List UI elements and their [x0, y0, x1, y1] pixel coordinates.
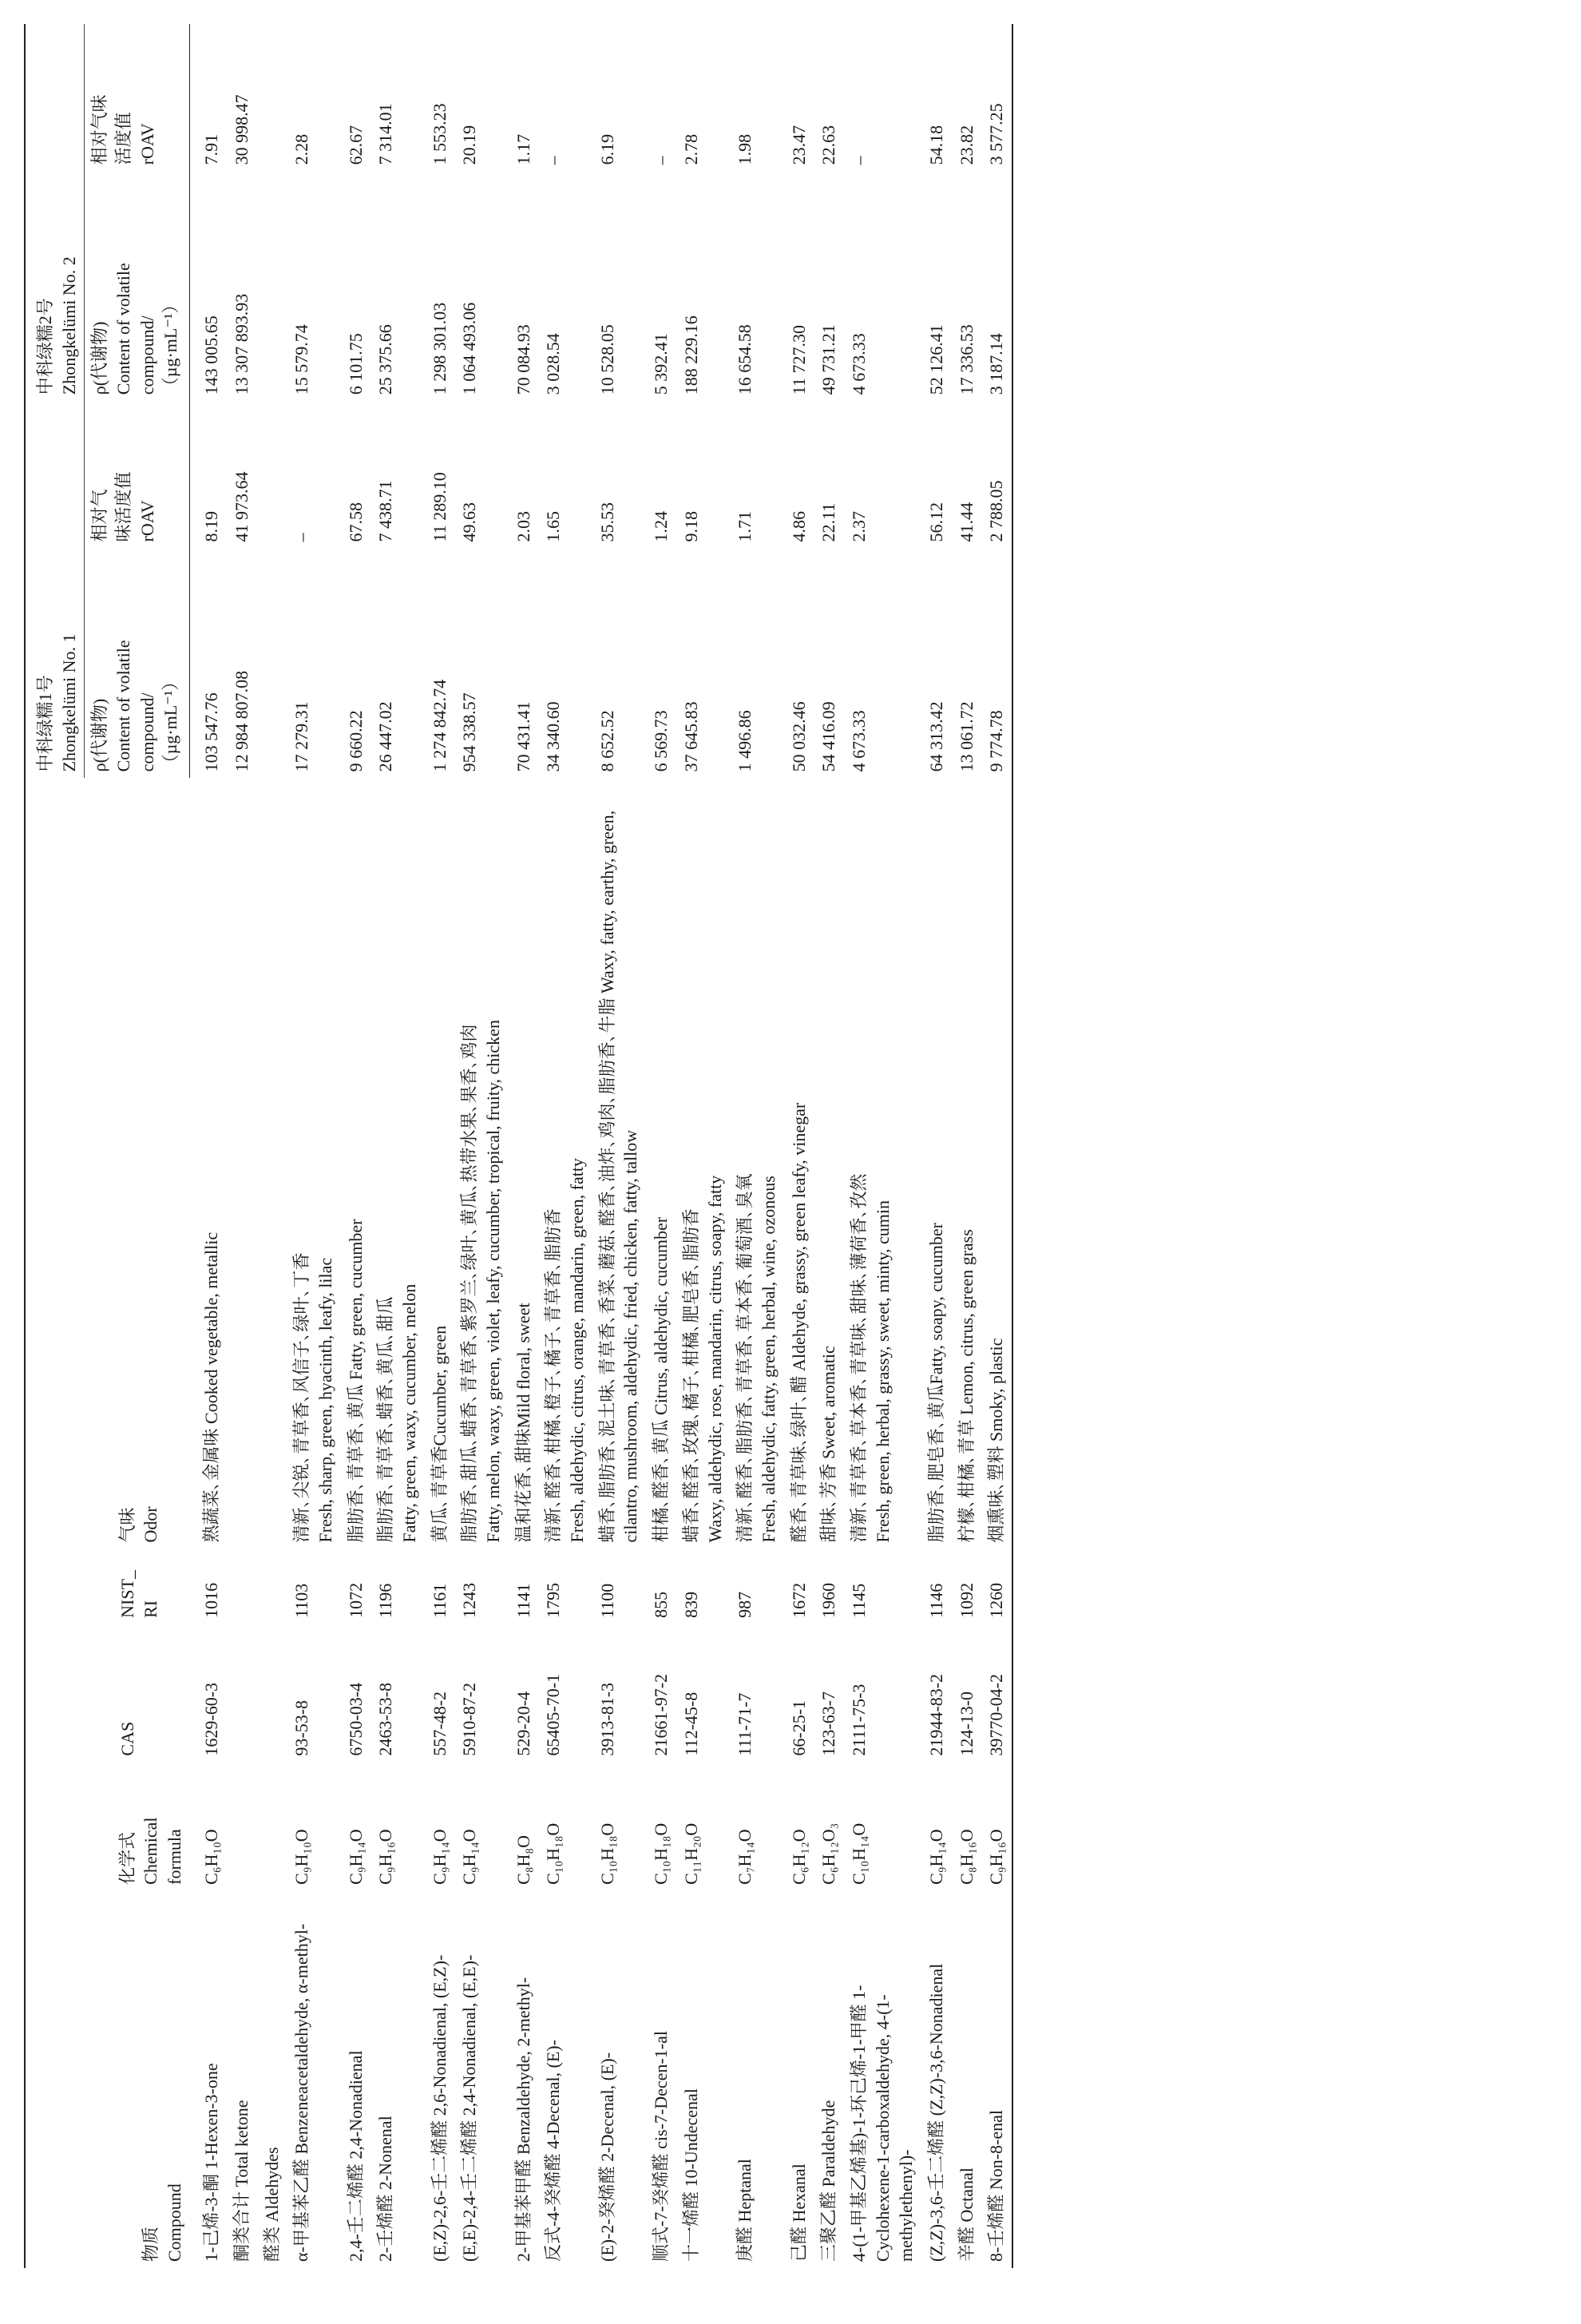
ri-cell: 1141 — [513, 1583, 533, 1618]
roav-2-cell: 7 314.01 — [375, 103, 396, 165]
ri-cell: 855 — [651, 1591, 672, 1618]
odor-cell — [952, 778, 982, 1549]
roav-1-cell: 56.12 — [926, 502, 946, 542]
header-compound: 物质 Compound — [25, 1891, 190, 2268]
ri-cell: 1072 — [345, 1582, 366, 1618]
odor-cell — [287, 778, 340, 1549]
odor-line: 脂肪香､青草香､蜡香､黄瓜､甜瓜 — [375, 1296, 396, 1543]
table-row — [646, 24, 676, 2268]
odor-cell — [844, 778, 921, 1549]
roav-1-cell: 7 438.71 — [375, 480, 396, 542]
odor-cell — [730, 778, 783, 1549]
category-label: 醛类 Aldehydes — [261, 2147, 282, 2262]
table-body — [190, 24, 1012, 2268]
odor-cell — [814, 778, 844, 1549]
roav-1-cell: 41 973.64 — [231, 471, 252, 542]
compound-cell: 反式-4-癸烯醛 4-Decenal, (E)- — [543, 2040, 564, 2262]
content-2-cell: 17 336.53 — [956, 324, 977, 395]
content-1-cell: 54 416.09 — [818, 701, 839, 772]
cas-cell: 65405-70-1 — [543, 1673, 564, 1756]
header-cas: CAS — [25, 1624, 190, 1763]
header-group-2: 中科绿糯2号 Zhongkelümi No. 2 — [25, 24, 85, 401]
compound-cell: 4-(1-甲基乙烯基)-1-环己烯-1-甲醛 1-Cyclohexene-1-carboxaldehyde, 4-(1-methylethenyl)- — [848, 1985, 917, 2262]
odor-cell — [921, 778, 952, 1549]
odor-line: 甜味､芳香 Sweet, aromatic — [818, 1346, 839, 1543]
compound-cell: 三聚乙醛 Paraldehyde — [818, 2100, 839, 2262]
table-row — [844, 24, 921, 2268]
ri-cell: 1260 — [981, 1549, 1012, 1624]
compound-cell: (E)-2-癸烯醛 2-Decenal, (E)- — [596, 2052, 617, 2262]
content-1-cell: 9 660.22 — [345, 710, 366, 772]
content-2-cell: 13 307 893.93 — [231, 293, 252, 395]
cas-cell: 39770-04-2 — [981, 1624, 1012, 1763]
content-2-cell: 70 084.93 — [513, 324, 533, 395]
formula-cell: C₉H₁₄O — [429, 1829, 450, 1885]
cas-cell: 111-71-7 — [735, 1692, 755, 1756]
roav-1-cell: 11 289.10 — [429, 472, 450, 542]
ri-cell: 987 — [735, 1591, 755, 1618]
table-row — [370, 24, 424, 2268]
roav-1-cell: 67.58 — [345, 502, 366, 542]
odor-line: 柑橘､醛香､黄瓜 Citrus, aldehydic, cucumber — [651, 1216, 672, 1543]
content-1-cell: 4 673.33 — [848, 710, 869, 772]
roav-2-cell: 6.19 — [596, 133, 617, 165]
formula-cell: C₆H₁₂O₃ — [818, 1822, 839, 1885]
odor-line: Fatty, green, waxy, cucumber, melon — [398, 1283, 419, 1543]
odor-cell — [981, 778, 1012, 1549]
odor-line: 醛香､青草味､绿叶､醋 Aldehyde, grassy, green leafy, vinegar — [788, 1102, 809, 1543]
formula-cell: C₁₀H₁₈O — [651, 1822, 672, 1885]
formula-cell: C₁₁H₂₀O — [680, 1822, 701, 1885]
cas-cell — [227, 1624, 257, 1763]
odor-cell — [509, 778, 539, 1549]
content-2-cell: 3 028.54 — [543, 333, 564, 395]
content-1-cell: 34 340.60 — [543, 701, 564, 772]
content-2-cell: 15 579.74 — [291, 324, 312, 395]
ri-cell: 1145 — [848, 1583, 869, 1618]
ri-cell: 1795 — [543, 1582, 564, 1618]
formula-cell — [227, 1763, 257, 1891]
roav-2-cell: 2.78 — [680, 133, 701, 165]
compound-cell: 辛醛 Octanal — [956, 2167, 977, 2262]
odor-cell — [538, 778, 592, 1549]
odor-cell — [676, 778, 730, 1549]
roav-1-cell: 4.86 — [788, 510, 809, 542]
header-content-2: ρ(代谢物) Content of volatile compound/ （µg·mL⁻¹） — [85, 171, 190, 401]
odor-cell — [190, 778, 227, 1549]
roav-1-cell: 2.03 — [513, 510, 533, 542]
content-2-cell: 11 727.30 — [788, 325, 809, 395]
odor-line: 脂肪香､肥皂香､黄瓜Fatty, soapy, cucumber — [926, 1223, 946, 1543]
odor-line: 柠檬､柑橘､青草 Lemon, citrus, green grass — [956, 1229, 977, 1543]
roav-2-cell: 1 553.23 — [429, 103, 450, 165]
content-2-cell: 16 654.58 — [735, 324, 755, 395]
content-1-cell: 70 431.41 — [513, 701, 533, 772]
ri-cell: 1146 — [926, 1583, 946, 1618]
odor-cell — [341, 778, 371, 1549]
formula-cell: C₉H₁₄O — [459, 1829, 480, 1885]
roav-2-cell: 22.63 — [818, 125, 839, 165]
volatile-compounds-table — [24, 24, 1013, 2268]
content-1-cell: 6 569.73 — [651, 710, 672, 772]
compound-cell: (Z,Z)-3,6-壬二烯醛 (Z,Z)-3,6-Nonadienal — [926, 1963, 946, 2262]
compound-cell: 2-壬烯醛 2-Nonenal — [375, 2116, 396, 2262]
odor-line: 黄瓜､青草香Cucumber, green — [429, 1325, 450, 1543]
header-ri: NIST_ RI — [25, 1549, 190, 1624]
formula-cell: C₉H₁₄O — [926, 1829, 946, 1885]
roav-1-cell: 2.37 — [848, 510, 869, 542]
ri-cell: 1016 — [200, 1582, 221, 1618]
roav-2-cell: 54.18 — [926, 125, 946, 165]
content-2-cell: 1 298 301.03 — [429, 302, 450, 395]
roav-2-cell: 7.91 — [201, 133, 222, 165]
formula-cell: C₈H₈O — [513, 1835, 533, 1885]
content-2-cell: 1 064 493.06 — [459, 302, 480, 395]
ri-cell: 1103 — [291, 1583, 312, 1618]
table-row — [425, 24, 455, 2268]
compound-cell: 2,4-壬二烯醛 2,4-Nonadienal — [345, 2050, 366, 2262]
odor-line: 清新､醛香､柑橘､橙子､橘子､青草香､脂肪香 — [543, 1208, 564, 1543]
formula-cell: C₇H₁₄O — [735, 1829, 755, 1885]
odor-line: 熟蔬菜､金属味 Cooked vegetable, metallic — [200, 1231, 221, 1543]
table-row — [952, 24, 982, 2268]
cas-cell: 2111-75-3 — [848, 1684, 869, 1756]
roav-1-cell: 41.44 — [956, 502, 977, 542]
odor-line: 蜡香､醛香､玫瑰､橘子､柑橘､肥皂香､脂肪香 — [680, 1208, 701, 1543]
compound-cell: 十一烯醛 10-Undecenal — [680, 2088, 701, 2262]
header-content-1: ρ(代谢物) Content of volatile compound/ （µg·mL⁻¹） — [85, 548, 190, 778]
category-row — [257, 24, 287, 2268]
odor-cell — [592, 778, 646, 1549]
header-roav-2: 相对气味 活度值 rOAV — [85, 24, 190, 171]
compound-cell: 8-壬烯醛 Non-8-enal — [981, 1891, 1012, 2268]
table-row — [814, 24, 844, 2268]
compound-cell: (E,E)-2,4-壬二烯醛 2,4-Nonadienal, (E,E)- — [459, 1954, 480, 2262]
cas-cell: 1629-60-3 — [200, 1682, 221, 1756]
roav-1-cell: – — [291, 533, 312, 542]
compound-cell: α-甲基苯乙醛 Benzeneacetaldehyde, α-methyl- — [291, 1923, 312, 2262]
cas-cell: 66-25-1 — [788, 1699, 809, 1756]
odor-line: 蜡香､脂肪香､泥土味､青草香､香菜､蘑菇､醛香､油炸､鸡肉､脂肪香､牛脂 Waxy, fatty, earthy, green, cilantro, mushroom, aldehydic, fried, chicken, fatty, tallow — [596, 810, 641, 1543]
ri-cell: 1092 — [956, 1582, 977, 1618]
roav-1-cell: 2 788.05 — [981, 401, 1012, 548]
compound-cell: 2-甲基苯甲醛 Benzaldehyde, 2-methyl- — [513, 1977, 533, 2262]
compound-cell: 己醛 Hexanal — [788, 2163, 809, 2262]
odor-line: 清新､青草香､草本香､青草味､甜味､薄荷香､孜然 — [848, 1173, 869, 1543]
cas-cell: 2463-53-8 — [375, 1682, 396, 1756]
cas-cell: 112-45-8 — [680, 1691, 701, 1756]
header-roav-1: 相对气 味活度值 rOAV — [85, 401, 190, 548]
ri-cell: 1243 — [459, 1582, 480, 1618]
odor-line: Fresh, green, herbal, grassy, sweet, minty, cumin — [872, 1200, 893, 1543]
cas-cell: 557-48-2 — [429, 1691, 450, 1756]
roav-2-cell: – — [651, 156, 672, 165]
formula-cell: C₉H₁₆O — [375, 1829, 396, 1885]
formula-cell: C₈H₁₆O — [956, 1829, 977, 1885]
ri-cell: 1100 — [596, 1583, 617, 1618]
odor-cell — [425, 778, 455, 1549]
content-2-cell: 10 528.05 — [596, 324, 617, 395]
table-row — [784, 24, 814, 2268]
formula-cell: C₆H₁₀O — [200, 1829, 221, 1885]
ri-cell: 1672 — [788, 1582, 809, 1618]
ri-cell — [227, 1549, 257, 1624]
content-1-cell: 26 447.02 — [375, 701, 396, 772]
table-row — [981, 24, 1012, 2268]
roav-2-cell: 3 577.25 — [981, 24, 1012, 171]
content-2-cell: 6 101.75 — [345, 333, 366, 395]
formula-cell: C₉H₁₀O — [291, 1829, 312, 1885]
content-1-cell: 13 061.72 — [956, 701, 977, 772]
content-1-cell: 64 313.42 — [926, 701, 946, 772]
content-2-cell: 25 375.66 — [375, 324, 396, 395]
odor-line: Waxy, aldehydic, rose, mandarin, citrus, soapy, fatty — [704, 1175, 725, 1543]
formula-cell: C₆H₁₂O — [788, 1829, 809, 1885]
content-2-cell: 188 229.16 — [680, 315, 701, 395]
header-formula: 化学式 Chemical formula — [25, 1763, 190, 1891]
roav-2-cell: – — [848, 156, 869, 165]
table-row — [592, 24, 646, 2268]
roav-2-cell: 62.67 — [345, 125, 366, 165]
odor-line: 清新､醛香､脂肪香､青草香､草本香､葡萄酒､臭氧 — [735, 1173, 755, 1543]
roav-1-cell: 49.63 — [459, 502, 480, 542]
cas-cell: 21944-83-2 — [926, 1673, 946, 1756]
odor-cell — [646, 778, 676, 1549]
table-row — [676, 24, 730, 2268]
content-2-cell: 3 187.14 — [981, 171, 1012, 401]
odor-line: Fatty, melon, waxy, green, violet, leafy, cucumber, tropical, fruity, chicken — [483, 1020, 503, 1543]
table-row — [454, 24, 508, 2268]
odor-line: Fresh, sharp, green, hyacinth, leafy, lilac — [315, 1257, 335, 1543]
table-row — [341, 24, 371, 2268]
content-1-cell: 12 984 807.08 — [231, 670, 252, 772]
content-2-cell: 49 731.21 — [818, 324, 839, 395]
content-1-cell: 9 774.78 — [981, 548, 1012, 778]
content-1-cell: 1 496.86 — [735, 710, 755, 772]
roav-2-cell: 1.98 — [735, 133, 755, 165]
odor-cell — [454, 778, 508, 1549]
ri-cell: 1196 — [375, 1583, 396, 1618]
formula-cell: C₁₀H₁₄O — [848, 1822, 869, 1885]
roav-2-cell: 2.28 — [291, 133, 312, 165]
roav-2-cell: 23.47 — [788, 125, 809, 165]
compound-cell: 酮类合计 Total ketone — [231, 2100, 252, 2262]
header-odor: 气味 Odor — [25, 778, 190, 1549]
table-row — [730, 24, 783, 2268]
odor-line: 烟熏味､塑料 Smoky, plastic — [986, 1338, 1007, 1543]
ri-cell: 1960 — [818, 1582, 839, 1618]
table-row — [509, 24, 539, 2268]
table-row — [921, 24, 952, 2268]
formula-cell: C₁₀H₁₈O — [596, 1822, 617, 1885]
roav-1-cell: 35.53 — [596, 502, 617, 542]
content-2-cell: 143 005.65 — [201, 315, 222, 395]
table-row — [287, 24, 340, 2268]
roav-2-cell: 30 998.47 — [231, 94, 252, 165]
odor-line: 清新､尖锐､青草香､风信子､绿叶､丁香 — [291, 1252, 312, 1543]
roav-1-cell: 1.65 — [543, 510, 564, 542]
content-2-cell: 52 126.41 — [926, 324, 946, 395]
cas-cell: 123-63-7 — [818, 1691, 839, 1756]
roav-2-cell: – — [543, 156, 564, 165]
roav-1-cell: 1.24 — [651, 510, 672, 542]
formula-cell: C₁₀H₁₈O — [543, 1822, 564, 1885]
cas-cell: 21661-97-2 — [651, 1673, 672, 1756]
odor-line: 脂肪香､青草香､黄瓜 Fatty, green, cucumber — [345, 1219, 366, 1543]
odor-line: 脂肪香､甜瓜､蜡香､青草香､紫罗兰､绿叶､黄瓜､热带水果､果香､鸡肉 — [459, 1024, 480, 1543]
cas-cell: 5910-87-2 — [459, 1682, 480, 1756]
odor-line: Fresh, aldehydic, citrus, orange, mandarin, green, fatty — [567, 1158, 588, 1543]
roav-1-cell: 9.18 — [680, 510, 701, 542]
odor-line: Fresh, aldehydic, fatty, green, herbal, wine, ozonous — [758, 1176, 779, 1543]
content-1-cell: 8 652.52 — [596, 710, 617, 772]
odor-line: 温和花香､甜味Mild floral, sweet — [513, 1303, 533, 1543]
compound-cell: 1-己烯-3-酮 1-Hexen-3-one — [200, 2063, 221, 2262]
compound-cell: 庚醛 Heptanal — [735, 2159, 755, 2262]
content-1-cell: 1 274 842.74 — [429, 679, 450, 772]
cas-cell: 529-20-4 — [513, 1691, 533, 1756]
odor-cell — [227, 778, 257, 1549]
roav-2-cell: 1.17 — [513, 133, 533, 165]
roav-1-cell: 22.11 — [818, 502, 839, 542]
cas-cell: 93-53-8 — [291, 1699, 312, 1756]
formula-cell: C₉H₁₆O — [981, 1763, 1012, 1891]
compound-cell: 顺式-7-癸烯醛 cis-7-Decen-1-al — [651, 2031, 672, 2262]
table-row — [227, 24, 257, 2268]
odor-cell — [370, 778, 424, 1549]
roav-2-cell: 23.82 — [956, 125, 977, 165]
compound-cell: (E,Z)-2,6-壬二烯醛 2,6-Nonadienal, (E,Z)- — [429, 1954, 450, 2262]
roav-1-cell: 8.19 — [201, 510, 222, 542]
ri-cell: 839 — [680, 1591, 701, 1618]
header-group-1: 中科绿糯1号 Zhongkelümi No. 1 — [25, 401, 85, 778]
cas-cell: 3913-81-3 — [596, 1682, 617, 1756]
cas-cell: 6750-03-4 — [345, 1682, 366, 1756]
odor-cell — [784, 778, 814, 1549]
content-1-cell: 50 032.46 — [788, 701, 809, 772]
content-1-cell: 17 279.31 — [291, 701, 312, 772]
formula-cell: C₉H₁₄O — [345, 1829, 366, 1885]
content-1-cell: 954 338.57 — [459, 692, 480, 772]
content-1-cell: 37 645.83 — [680, 701, 701, 772]
table-row — [538, 24, 592, 2268]
ri-cell: 1161 — [429, 1583, 450, 1618]
cas-cell: 124-13-0 — [956, 1691, 977, 1756]
table-row — [190, 24, 227, 2268]
content-2-cell: 5 392.41 — [651, 333, 672, 395]
content-2-cell: 4 673.33 — [848, 333, 869, 395]
content-1-cell: 103 547.76 — [201, 692, 222, 772]
roav-2-cell: 20.19 — [459, 125, 480, 165]
roav-1-cell: 1.71 — [735, 510, 755, 542]
